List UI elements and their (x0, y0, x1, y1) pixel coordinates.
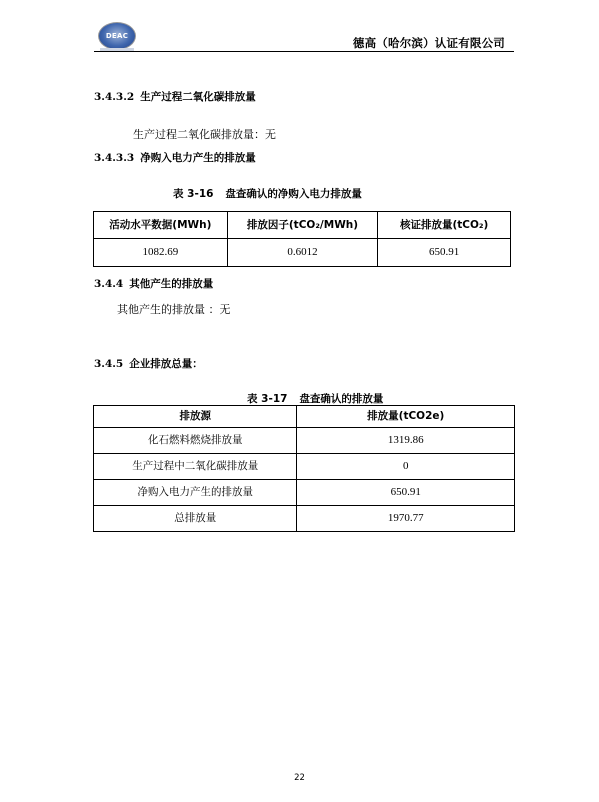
heading-title: 生产过程二氧化碳排放量 (140, 91, 256, 103)
cell-amount: 650.91 (297, 480, 515, 506)
heading-title: 其他产生的排放量 (129, 278, 214, 290)
table1-caption (173, 186, 362, 201)
heading-title: 企业排放总量： (129, 358, 203, 370)
header-emission-source: 排放源 (94, 406, 297, 428)
table-row (94, 506, 515, 532)
header-emission-amount: 排放量(tCO2e) (297, 406, 515, 428)
header-rule (94, 51, 514, 52)
header-verified-emission: 核证排放量(tCO₂) (378, 212, 511, 239)
header-activity-data: 活动水平数据(MWh) (94, 212, 228, 239)
heading-3-4-3-2 (94, 89, 256, 104)
cell-activity-data: 1082.69 (94, 239, 228, 267)
heading-number: 3.4.4 (94, 278, 124, 290)
heading-number: 3.4.5 (94, 358, 124, 370)
cell-emission-factor: 0.6012 (227, 239, 378, 267)
table1-caption-title: 盘查确认的净购入电力排放量 (225, 188, 362, 200)
total-emission-table (93, 405, 515, 532)
cell-verified-emission: 650.91 (378, 239, 511, 267)
table-row (94, 239, 511, 267)
heading-3-4-5 (94, 356, 203, 371)
table2-caption-number: 表 3-17 (247, 393, 288, 405)
heading-number: 3.4.3.2 (94, 91, 135, 103)
cell-amount: 1319.86 (297, 428, 515, 454)
cell-source: 化石燃料燃烧排放量 (94, 428, 297, 454)
cell-amount: 1970.77 (297, 506, 515, 532)
table-row (94, 480, 515, 506)
heading-3-4-4 (94, 276, 213, 291)
table2-caption (247, 391, 383, 406)
page-number: 22 (294, 773, 305, 783)
paragraph-other-emission: 其他产生的排放量 ：无 (117, 303, 231, 316)
header-emission-factor: 排放因子(tCO₂/MWh) (227, 212, 378, 239)
paragraph-process-emission: 生产过程二氧化碳排放量：无 (133, 128, 276, 141)
cell-amount: 0 (297, 454, 515, 480)
logo-text: DEAC (105, 32, 129, 40)
heading-title: 净购入电力产生的排放量 (140, 152, 256, 164)
table-row (94, 428, 515, 454)
company-name: 德高（哈尔滨）认证有限公司 (352, 36, 505, 50)
heading-number: 3.4.3.3 (94, 152, 135, 164)
table2-caption-title: 盘查确认的排放量 (299, 393, 384, 405)
cell-source: 生产过程中二氧化碳排放量 (94, 454, 297, 480)
table-row (94, 454, 515, 480)
cell-source: 总排放量 (94, 506, 297, 532)
table-header-row (94, 212, 511, 239)
cell-source: 净购入电力产生的排放量 (94, 480, 297, 506)
table-header-row (94, 406, 515, 428)
heading-3-4-3-3 (94, 150, 256, 165)
company-logo (98, 22, 136, 50)
electricity-emission-table (93, 211, 511, 267)
table1-caption-number: 表 3-16 (173, 188, 214, 200)
